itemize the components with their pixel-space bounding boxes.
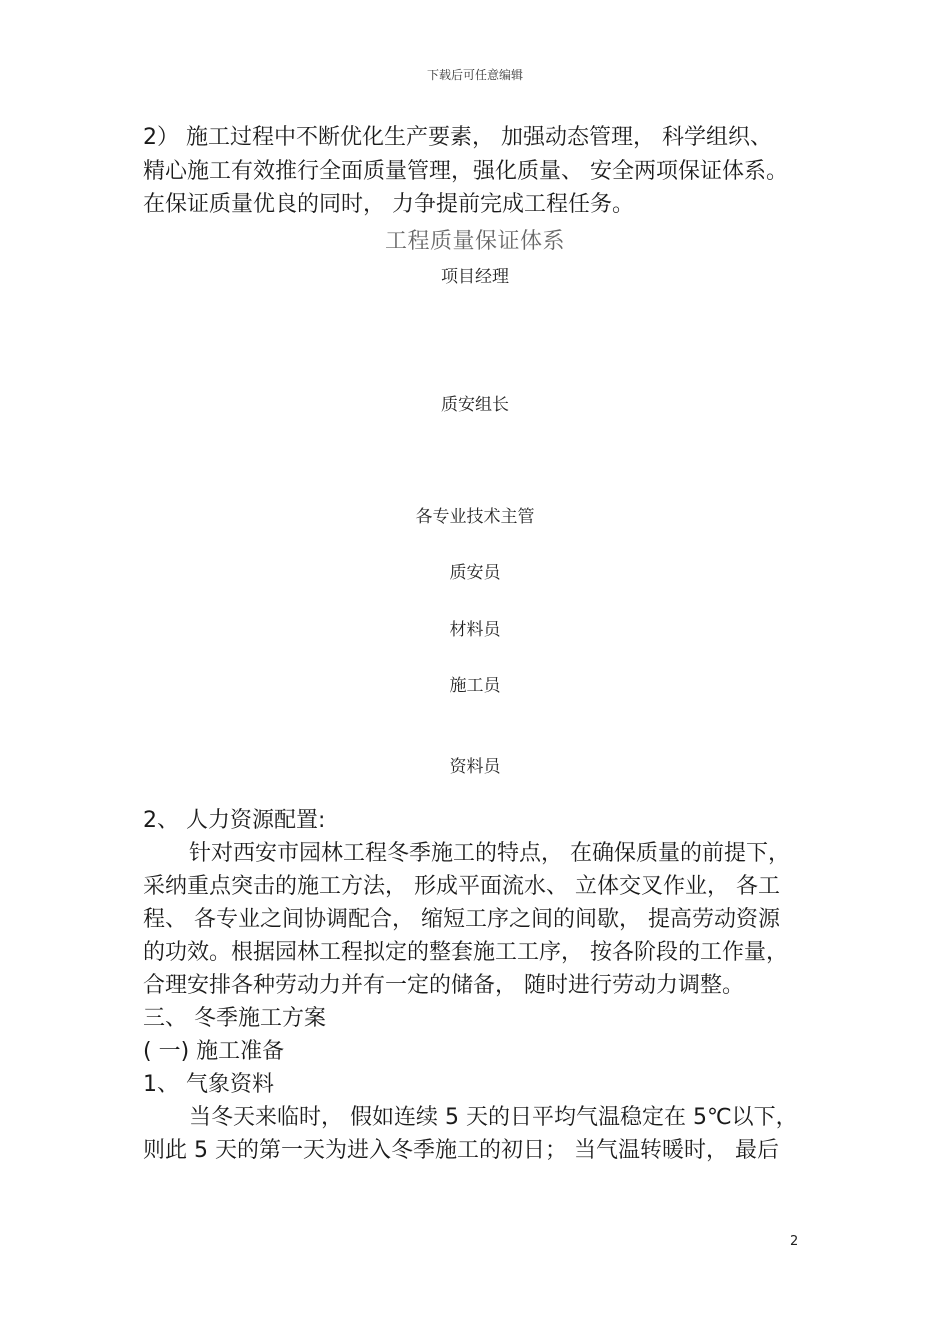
section-heading-winter: 三、 冬季施工方案 xyxy=(143,1006,326,1031)
paragraph-line: 程、 各专业之间协调配合， 缩短工序之间的间歇， 提高劳动资源 xyxy=(143,907,780,932)
paragraph-line: 的功效。根据园林工程拟定的整套施工工序， 按各阶段的工作量， xyxy=(143,940,788,965)
paragraph-line: 采纳重点突击的施工方法， 形成平面流水、 立体交叉作业， 各工 xyxy=(143,874,780,899)
org-chart-title: 工程质量保证体系 xyxy=(384,229,565,254)
page-header: 下载后可任意编辑 xyxy=(426,68,523,82)
paragraph-line: 合理安排各种劳动力并有一定的储备， 随时进行劳动力调整。 xyxy=(143,973,744,998)
org-node-technical-supervisors: 各专业技术主管 xyxy=(415,507,535,527)
paragraph-line: 精心施工有效推行全面质量管理，强化质量、 安全两项保证体系。 xyxy=(143,159,788,184)
paragraph-line: 则此 5 天的第一天为进入冬季施工的初日； 当气温转暖时， 最后 xyxy=(143,1138,779,1163)
section-heading-hr: 2、 人力资源配置: xyxy=(143,808,326,833)
org-node-qa-leader: 质安组长 xyxy=(441,395,509,415)
paragraph-line: 2） 施工过程中不断优化生产要素， 加强动态管理， 科学组织、 xyxy=(143,125,772,150)
subsection-heading: ( 一) 施工准备 xyxy=(143,1039,285,1064)
org-node-materials-staff: 材料员 xyxy=(449,620,501,640)
org-node-project-manager: 项目经理 xyxy=(441,267,509,287)
org-node-construction-staff: 施工员 xyxy=(449,676,501,696)
item-heading: 1、 气象资料 xyxy=(143,1072,274,1097)
org-node-qa-staff: 质安员 xyxy=(449,563,501,583)
paragraph-line: 针对西安市园林工程冬季施工的特点， 在确保质量的前提下， xyxy=(189,841,790,866)
org-node-documentation-staff: 资料员 xyxy=(449,757,501,777)
page-number: 2 xyxy=(790,1234,799,1249)
paragraph-line: 当冬天来临时， 假如连续 5 天的日平均气温稳定在 5℃以下， xyxy=(189,1105,798,1130)
paragraph-line: 在保证质量优良的同时， 力争提前完成工程任务。 xyxy=(143,192,634,217)
